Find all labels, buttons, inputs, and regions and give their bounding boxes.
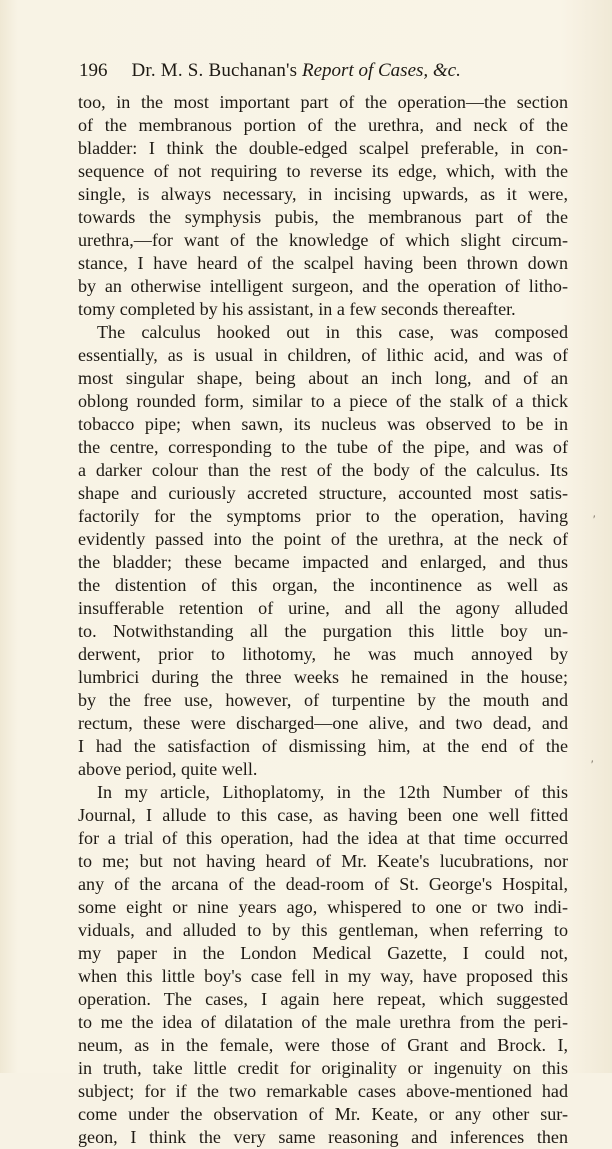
text-line: sequence of not requiring to reverse its edge, which, with the [78,161,568,181]
text-line: urethra,—for want of the knowledge of which slight circum- [78,230,568,250]
text-line: viduals, and alluded to by this gentleman, when referring to [78,920,568,940]
text-line: stance, I have heard of the scalpel having been thrown down [78,253,568,273]
running-head [79,60,579,82]
text-line: essentially, as is usual in children, of lithic acid, and was of [78,345,568,365]
text-line: too, in the most important part of the operation—the section [78,92,568,112]
text-line: insufferable retention of urine, and all the agony alluded [78,598,568,618]
text-line: by the free use, however, of turpentine by the mouth and [78,690,568,710]
text-line: Journal, I allude to this case, as having been one well fitted [78,805,568,825]
text-line: for a trial of this operation, had the idea at that time occurred [78,828,568,848]
text-line: in truth, take little credit for originality or ingenuity on this [78,1058,568,1078]
text-line: derwent, prior to lithotomy, he was much annoyed by [78,644,568,664]
margin-mark: ′ [593,512,596,526]
text-line: subject; for if the two remarkable cases above-mentioned had [78,1081,568,1101]
text-line: any of the arcana of the dead-room of St. George's Hospital, [78,874,568,894]
text-line: to me the idea of dilatation of the male urethra from the peri- [78,1012,568,1032]
text-line: single, is always necessary, in incising upwards, as it were, [78,184,568,204]
text-line: operation. The cases, I again here repeat, which suggested [78,989,568,1009]
text-line: shape and curiously accreted structure, accounted most satis- [78,483,568,503]
text-line: geon, I think the very same reasoning and inferences then [78,1127,568,1147]
running-title-work: Report of Cases, &c. [302,60,461,81]
text-line: above period, quite well. [78,759,258,779]
text-line: the bladder; these became impacted and enlarged, and thus [78,552,568,572]
text-line: when this little boy's case fell in my way, have proposed this [78,966,568,986]
text-line: of the membranous portion of the urethra, and neck of the [78,115,568,135]
text-line: factorily for the symptoms prior to the operation, having [78,506,568,526]
text-line: most singular shape, being about an inch long, and of an [78,368,568,388]
text-line: rectum, these were discharged—one alive, and two dead, and [78,713,568,733]
text-line: some eight or nine years ago, whispered to one or two indi- [78,897,568,917]
body-text [78,91,568,1149]
text-line: tomy completed by his assistant, in a few seconds thereafter. [78,299,516,319]
text-line: tobacco pipe; when sawn, its nucleus was observed to be in [78,414,568,434]
text-line: by an otherwise intelligent surgeon, and the operation of litho- [78,276,568,296]
text-line: come under the observation of Mr. Keate, or any other sur- [78,1104,568,1124]
text-line: a darker colour than the rest of the body of the calculus. Its [78,460,568,480]
text-line: lumbrici during the three weeks he remained in the house; [78,667,568,687]
text-line: my paper in the London Medical Gazette, I could not, [78,943,568,963]
text-line: In my article, Lithoplatomy, in the 12th Number of this [97,782,568,802]
text-line: evidently passed into the point of the urethra, at the neck of [78,529,568,549]
running-title-author: Dr. M. S. Buchanan's [131,60,298,81]
text-line: towards the symphysis pubis, the membranous part of the [78,207,568,227]
page-number: 196 [79,60,108,81]
text-line: to me; but not having heard of Mr. Keate's lucubrations, nor [78,851,568,871]
text-line: oblong rounded form, similar to a piece of the stalk of a thick [78,391,568,411]
text-line: the centre, corresponding to the tube of the pipe, and was of [78,437,568,457]
text-line: I had the satisfaction of dismissing him, at the end of the [78,736,568,756]
text-line: neum, as in the female, were those of Grant and Brock. I, [78,1035,568,1055]
margin-mark: ′ [591,757,594,771]
text-line: the distention of this organ, the incontinence as well as [78,575,568,595]
text-line: to. Notwithstanding all the purgation this little boy un- [78,621,568,641]
text-line: The calculus hooked out in this case, was composed [97,322,568,342]
text-line: bladder: I think the double-edged scalpel preferable, in con- [78,138,568,158]
